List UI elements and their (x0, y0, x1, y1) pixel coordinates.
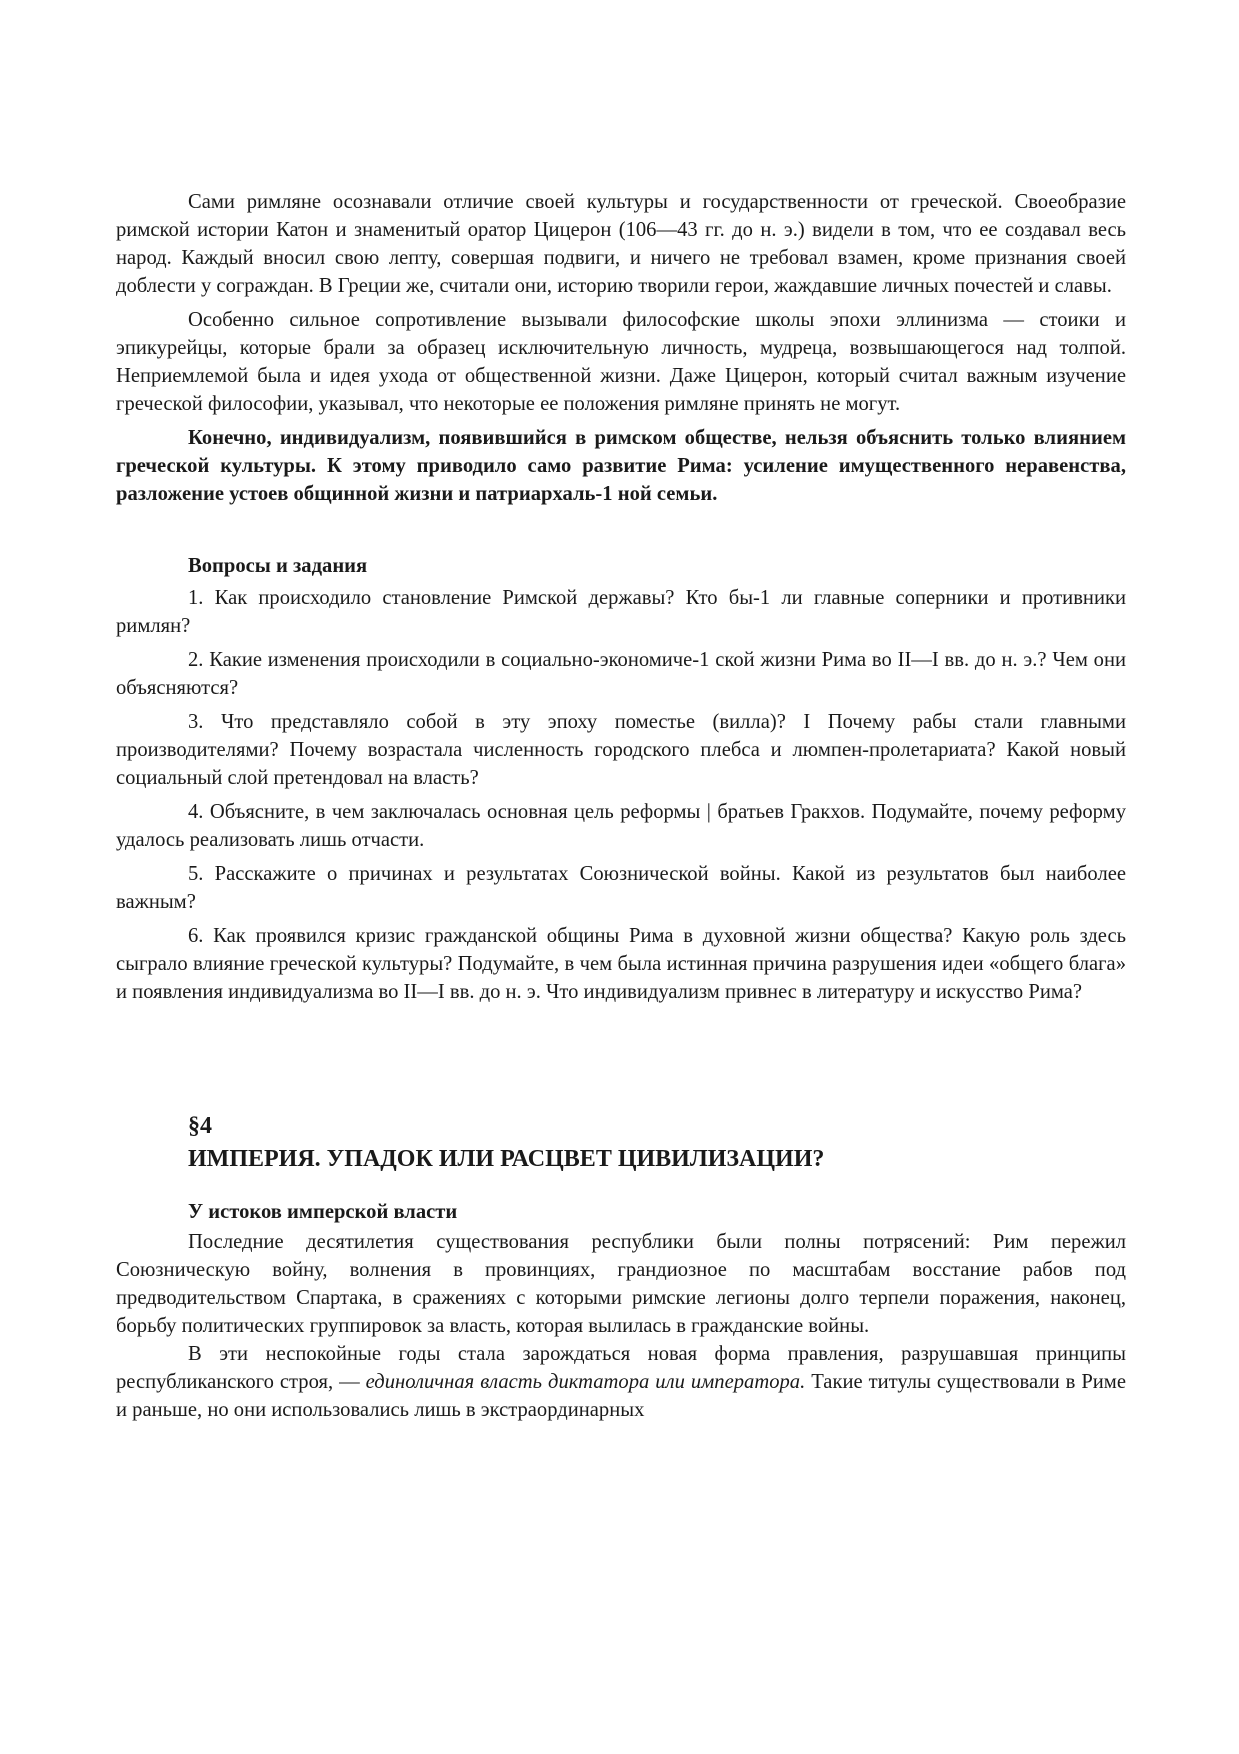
paragraph-new-form-of-rule (116, 1340, 1126, 1424)
paragraph-new-form-start: В эти неспокойные годы стала зарождаться новая форма правления, разрушавшая принципы республиканского строя, — (116, 1343, 1126, 1393)
subsection-heading: У истоков имперской власти (188, 1201, 458, 1223)
paragraph-new-form-italic: единоличная власть диктатора или императора. (365, 1371, 806, 1393)
question-item-2: 2. Какие изменения происходили в социально-экономиче-1 ской жизни Рима во II—I вв. до н. э.? Чем они объясняются? (116, 649, 1126, 699)
question-item-6: 6. Как проявился кризис гражданской общины Рима в духовной жизни общества? Какую роль здесь сыграло влияние греческой культуры? Подумайте, в чем была истинная причина разрушения идеи «общего блага» и появления индивидуализма во II—I вв. до н. э. Что индивидуализм привнес в литературу и искусство Рима? (116, 925, 1126, 1003)
paragraph-new-form-end: Такие титулы существовали в Риме и раньше, но они использовались лишь в экстраординарных (116, 1371, 1126, 1421)
question-item-1: 1. Как происходило становление Римской державы? Кто бы-1 ли главные соперники и противники римлян? (116, 587, 1126, 637)
paragraph-individualism-bold: Конечно, индивидуализм, появившийся в римском обществе, нельзя объяснить только влиянием греческой культуры. К этому приводило само развитие Рима: усиление имущественного неравенства, разложение устоев общинной жизни и патриархаль-1 ной семьи. (116, 427, 1126, 505)
section-number: §4 (188, 1113, 212, 1139)
section-title: ИМПЕРИЯ. УПАДОК ИЛИ РАСЦВЕТ ЦИВИЛИЗАЦИИ? (188, 1146, 825, 1172)
question-item-3: 3. Что представляло собой в эту эпоху поместье (вилла)? I Почему рабы стали главными производителями? Почему возрастала численность городского плебса и люмпен-пролетариата? Какой новый социальный слой претендовал на власть? (116, 711, 1126, 789)
paragraph-philosophy-resistance: Особенно сильное сопротивление вызывали философские школы эпохи эллинизма — стоики и эпикурейцы, которые брали за образец исключительную личность, мудреца, возвышающегося над толпой. Неприемлемой была и идея ухода от общественной жизни. Даже Цицерон, который считал важным изучение греческой философии, указывал, что некоторые ее положения римляне принять не могут. (116, 309, 1126, 415)
question-item-5: 5. Расскажите о причинах и результатах Союзнической войны. Какой из результатов был наиболее важным? (116, 863, 1126, 913)
question-item-4: 4. Объясните, в чем заключалась основная цель реформы | братьев Гракхов. Подумайте, почему реформу удалось реализовать лишь отчасти. (116, 801, 1126, 851)
paragraph-last-decades: Последние десятилетия существования республики были полны потрясений: Рим пережил Союзническую войну, волнения в провинциях, грандиозное по масштабам восстание рабов под предводительством Спартака, в сражениях с которыми римские легионы долго терпели поражения, наконец, борьбу политических группировок за власть, которая вылилась в гражданские войны. (116, 1231, 1126, 1337)
document-page (116, 188, 1126, 1430)
questions-heading: Вопросы и задания (188, 555, 368, 577)
paragraph-romans-self-awareness: Сами римляне осознавали отличие своей культуры и государственности от греческой. Своеобразие римской истории Катон и знаменитый оратор Цицерон (106—43 гг. до н. э.) видели в том, что ее создавал весь народ. Каждый вносил свою лепту, совершая подвиги, и ничего не требовал взамен, кроме признания своей доблести у сограждан. В Греции же, считали они, историю творили герои, жаждавшие личных почестей и славы. (116, 191, 1126, 297)
